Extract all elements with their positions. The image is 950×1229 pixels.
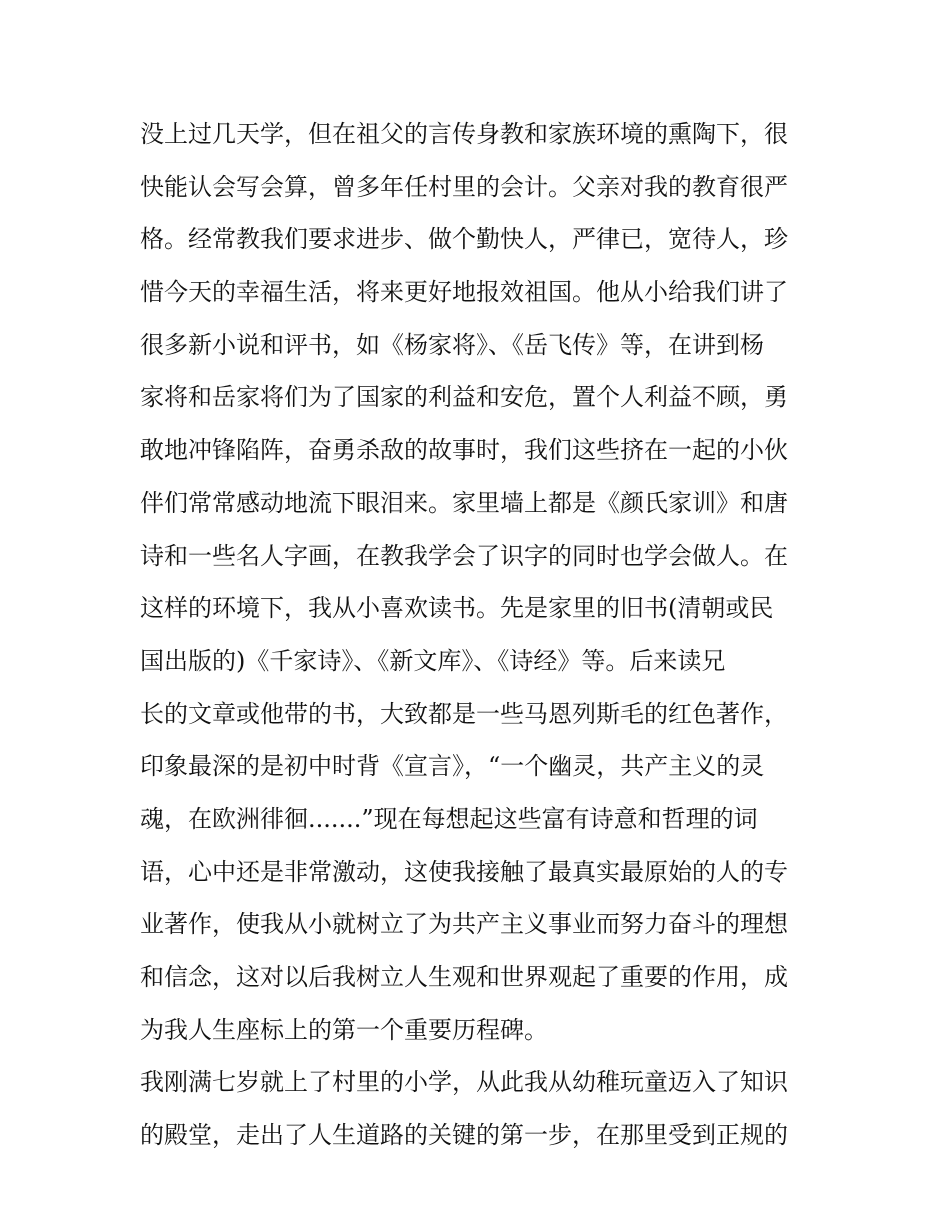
text-line-7: 敢地冲锋陷阵，奋勇杀敌的故事时，我们这些挤在一起的小伙 bbox=[140, 436, 788, 465]
text-line-8: 伴们常常感动地流下眼泪来。家里墙上都是《颜氏家训》和唐 bbox=[140, 488, 788, 517]
text-line-4: 惜今天的幸福生活，将来更好地报效祖国。他从小给我们讲了 bbox=[140, 278, 788, 307]
text-line-12: 长的文章或他带的书，大致都是一些马恩列斯毛的红色著作， bbox=[140, 699, 788, 728]
text-line-18: 为我人生座标上的第一个重要历程碑。 bbox=[140, 1015, 548, 1044]
text-line-17: 和信念，这对以后我树立人生观和世界观起了重要的作用，成 bbox=[140, 963, 788, 991]
text-line-3: 格。经常教我们要求进步、做个勤快人，严律已，宽待人，珍 bbox=[140, 225, 788, 254]
text-line-20: 的殿堂，走出了人生道路的关键的第一步，在那里受到正规的 bbox=[140, 1121, 788, 1150]
text-line-11: 国出版的)《千家诗》、《新文库》、《诗经》等。后来读兄 bbox=[140, 646, 726, 675]
text-line-16: 业著作，使我从小就树立了为共产主义事业而努力奋斗的理想 bbox=[140, 910, 788, 939]
text-line-2: 快能认会写会算，曾多年任村里的会计。父亲对我的教育很严 bbox=[140, 172, 788, 201]
text-line-15: 语，心中还是非常激动，这使我接触了最真实最原始的人的专 bbox=[140, 857, 788, 886]
text-line-14: 魂，在欧洲徘徊.......”现在每想起这些富有诗意和哲理的词 bbox=[140, 804, 758, 833]
text-line-19: 我刚满七岁就上了村里的小学，从此我从幼稚玩童迈入了知识 bbox=[140, 1068, 788, 1097]
text-line-5: 很多新小说和评书，如《杨家将》、《岳飞传》等，在讲到杨 bbox=[140, 330, 764, 359]
text-line-1: 没上过几天学，但在祖父的言传身教和家族环境的熏陶下，很 bbox=[140, 120, 788, 148]
text-line-13: 印象最深的是初中时背《宣言》，“一个幽灵，共产主义的灵 bbox=[140, 752, 765, 781]
text-line-9: 诗和一些名人字画，在教我学会了识字的同时也学会做人。在 bbox=[140, 541, 788, 570]
text-line-6: 家将和岳家将们为了国家的利益和安危，置个人利益不顾，勇 bbox=[140, 383, 788, 412]
body-text bbox=[140, 108, 820, 1162]
text-line-10: 这样的环境下，我从小喜欢读书。先是家里的旧书(清朝或民 bbox=[140, 594, 774, 623]
